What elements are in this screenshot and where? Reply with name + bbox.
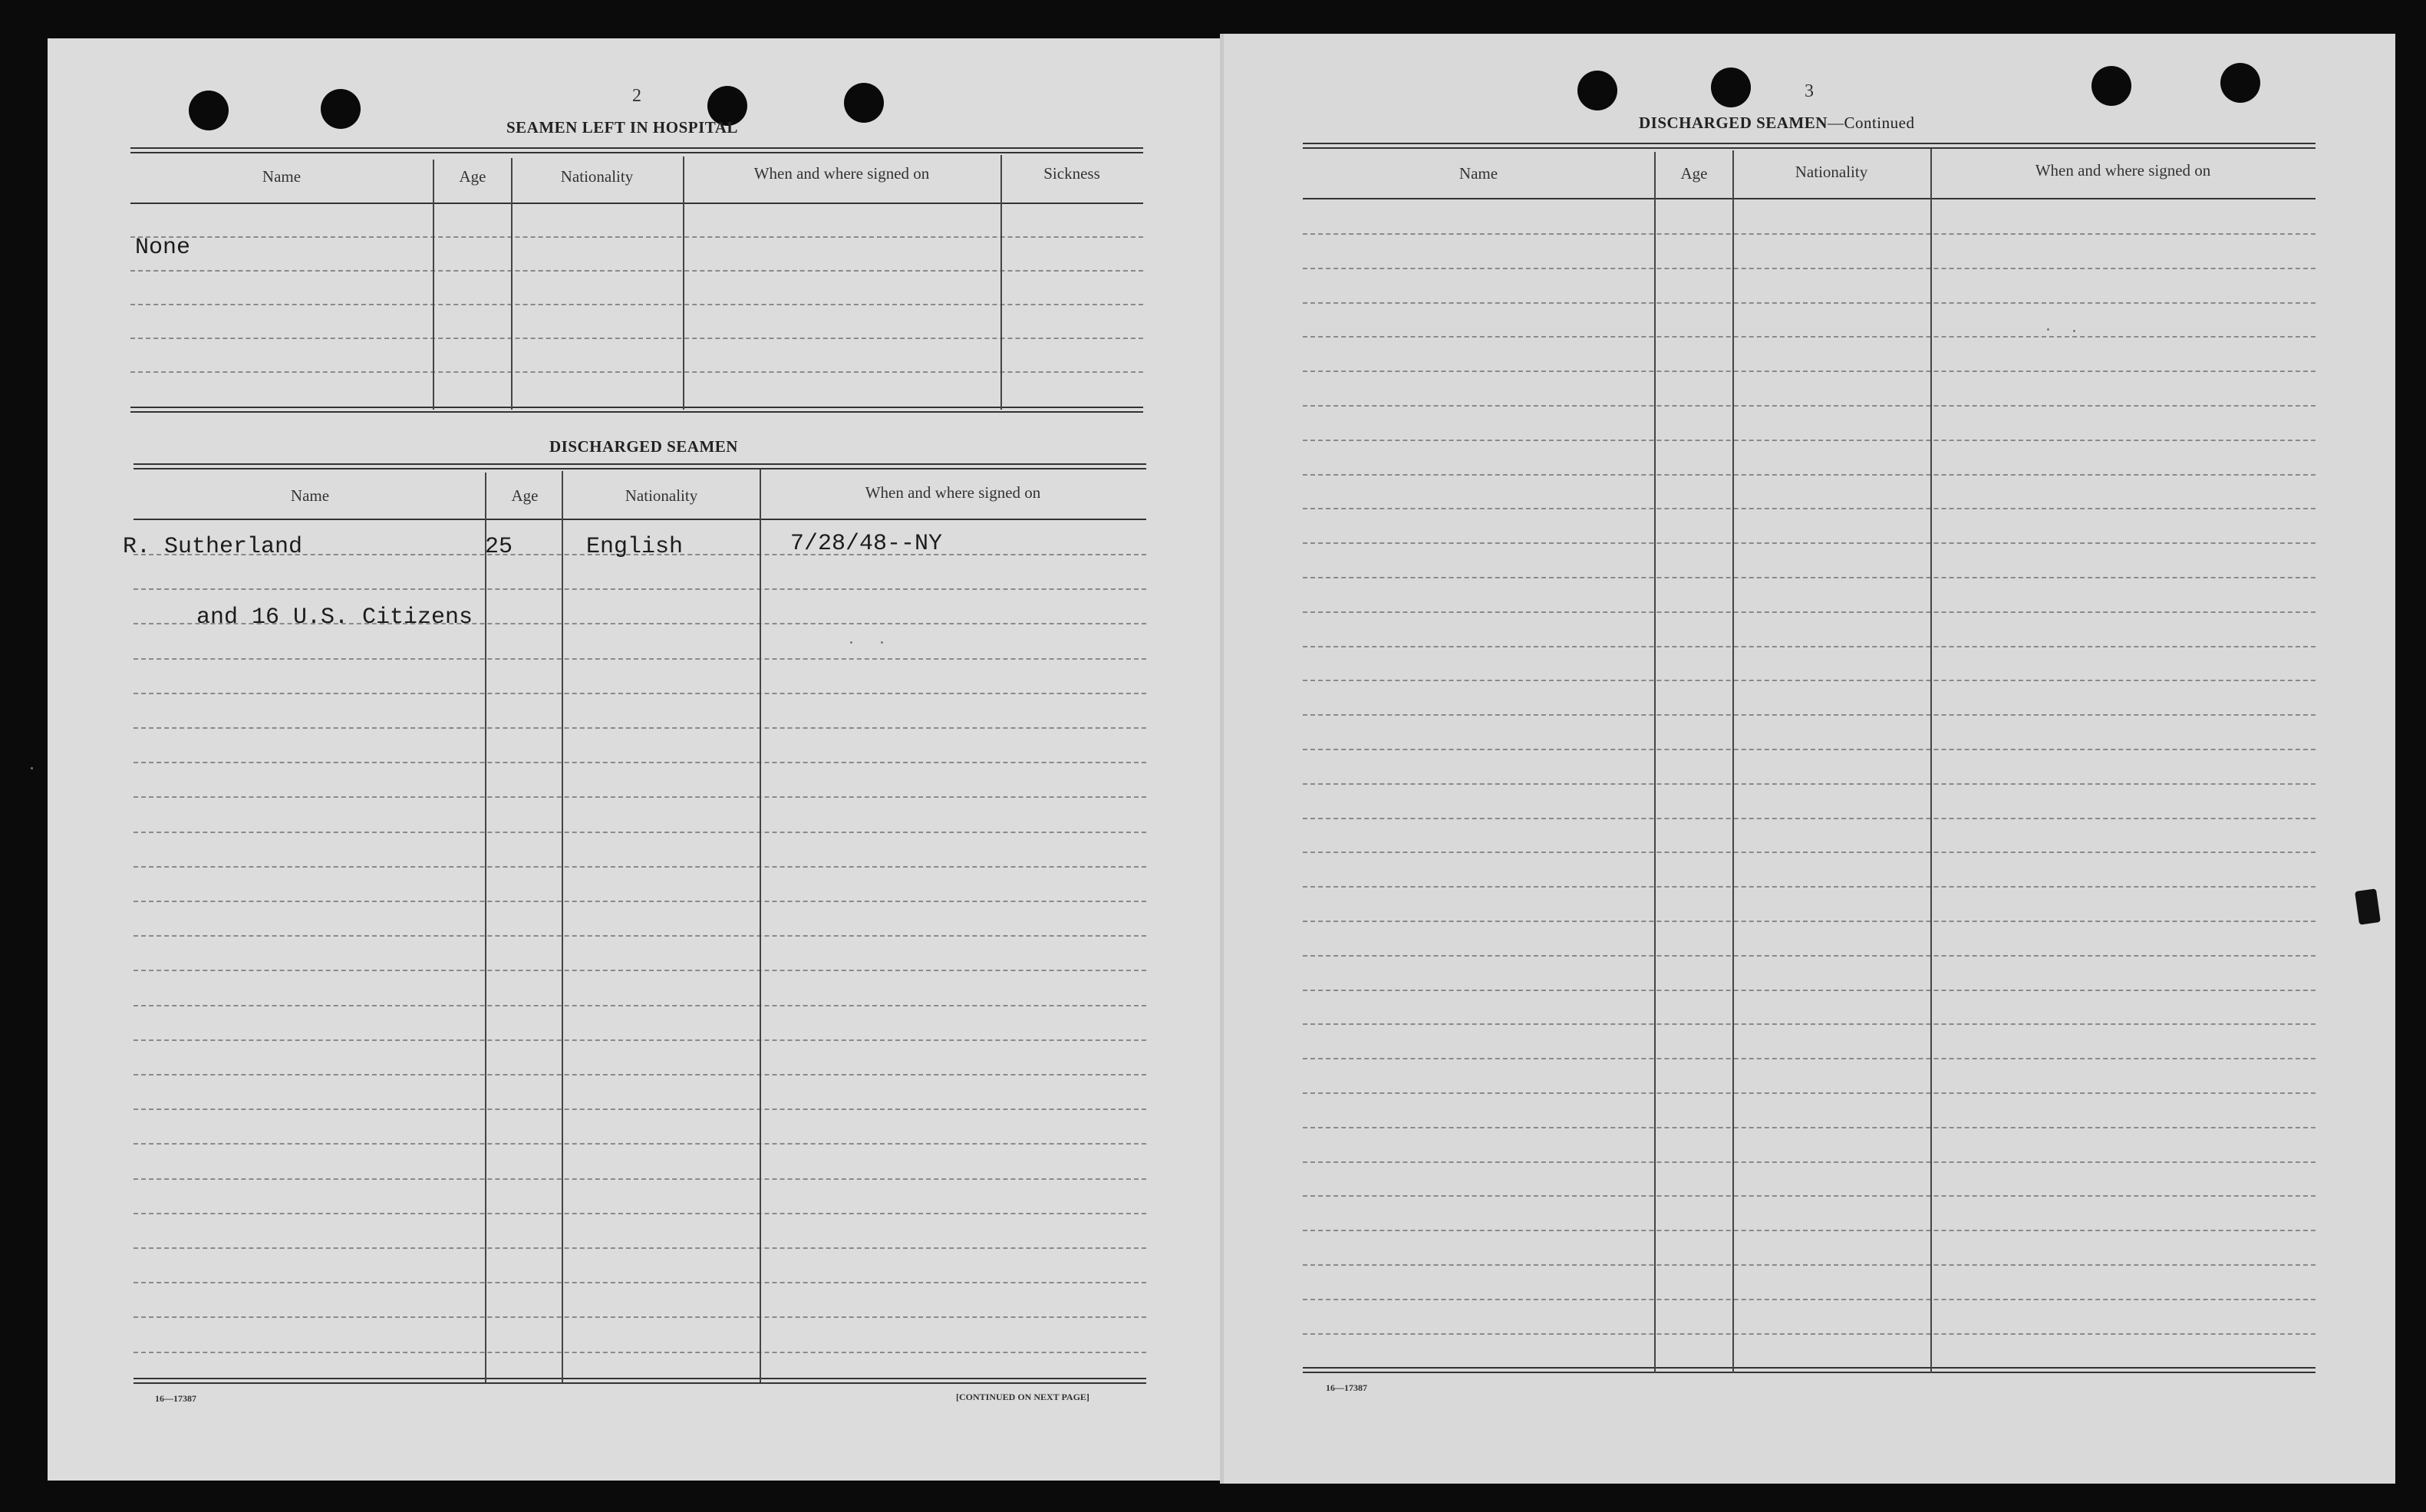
punch-hole xyxy=(1711,68,1751,107)
column-divider xyxy=(1930,149,1932,1373)
column-divider xyxy=(760,469,761,1382)
row-rule xyxy=(1303,990,2316,991)
row-rule xyxy=(1303,818,2316,819)
punch-hole xyxy=(844,83,884,123)
column-divider xyxy=(511,158,513,410)
row-rule xyxy=(133,1352,1146,1353)
row-rule xyxy=(133,658,1146,660)
row-rule xyxy=(1303,611,2316,613)
discharged-heading: DISCHARGED SEAMEN xyxy=(549,437,738,456)
column-header-age: Age xyxy=(459,167,486,186)
row-rule xyxy=(133,1213,1146,1214)
row-rule xyxy=(133,588,1146,590)
column-header-age: Age xyxy=(511,486,539,505)
row-rule xyxy=(1303,680,2316,681)
table-top-rule xyxy=(1303,143,2316,149)
left-page xyxy=(48,38,1223,1481)
row-rule xyxy=(133,1074,1146,1076)
row-rule xyxy=(133,727,1146,729)
speck xyxy=(2073,330,2075,332)
row-rule xyxy=(1303,1161,2316,1163)
table-cell-name: R. Sutherland xyxy=(123,534,303,560)
table-cell-signed-on: 7/28/48--NY xyxy=(790,531,943,557)
row-rule xyxy=(1303,1299,2316,1300)
binder-clip xyxy=(2355,888,2381,924)
column-header-sickness: Sickness xyxy=(1043,164,1100,183)
row-rule xyxy=(1303,1195,2316,1197)
row-rule xyxy=(133,1005,1146,1006)
row-rule xyxy=(133,693,1146,694)
column-divider xyxy=(1000,155,1002,410)
speck xyxy=(850,641,852,644)
right-page xyxy=(1223,34,2395,1484)
page-fold xyxy=(1220,34,1224,1484)
row-rule xyxy=(133,796,1146,798)
header-rule xyxy=(133,519,1146,520)
row-rule xyxy=(1303,233,2316,235)
table-cell-nationality: English xyxy=(586,534,684,560)
column-header-nationality: Nationality xyxy=(625,486,698,505)
column-header-name: Name xyxy=(262,167,302,186)
row-rule xyxy=(133,1039,1146,1041)
speck xyxy=(31,767,33,769)
column-header-name: Name xyxy=(1459,164,1498,183)
table-bottom-rule xyxy=(130,407,1143,413)
form-number: 16—17387 xyxy=(155,1393,196,1404)
row-rule xyxy=(1303,714,2316,716)
page-number: 3 xyxy=(1805,81,1814,101)
row-rule xyxy=(133,1143,1146,1145)
punch-hole xyxy=(2220,63,2260,103)
speck xyxy=(2047,328,2049,331)
row-rule xyxy=(130,304,1143,305)
heading-continued: —Continued xyxy=(1827,114,1915,132)
punch-hole xyxy=(321,89,361,129)
row-rule xyxy=(1303,474,2316,476)
row-rule xyxy=(133,1178,1146,1180)
column-divider xyxy=(433,160,434,410)
row-rule xyxy=(133,1247,1146,1249)
row-rule xyxy=(1303,921,2316,922)
row-rule xyxy=(1303,1092,2316,1094)
row-rule xyxy=(1303,371,2316,372)
punch-hole xyxy=(189,91,229,130)
continued-note: [CONTINUED ON NEXT PAGE] xyxy=(956,1392,1089,1402)
punch-hole xyxy=(2091,66,2131,106)
table-top-rule xyxy=(133,463,1146,469)
row-rule xyxy=(130,236,1143,238)
table-cell-name: and 16 U.S. Citizens xyxy=(196,604,473,631)
row-rule xyxy=(1303,542,2316,544)
page-number: 2 xyxy=(632,86,641,106)
hospital-entry-none: None xyxy=(135,235,191,261)
row-rule xyxy=(1303,1230,2316,1231)
hospital-heading: SEAMEN LEFT IN HOSPITAL xyxy=(506,118,738,137)
header-rule xyxy=(1303,198,2316,199)
row-rule xyxy=(1303,852,2316,853)
row-rule xyxy=(1303,955,2316,957)
row-rule xyxy=(1303,268,2316,269)
row-rule xyxy=(1303,1127,2316,1128)
row-rule xyxy=(1303,577,2316,578)
row-rule xyxy=(1303,405,2316,407)
heading-main: DISCHARGED SEAMEN xyxy=(1639,114,1828,132)
form-number: 16—17387 xyxy=(1326,1382,1367,1393)
row-rule xyxy=(133,901,1146,902)
row-rule xyxy=(133,866,1146,868)
row-rule xyxy=(1303,1023,2316,1025)
row-rule xyxy=(133,1316,1146,1318)
table-bottom-rule xyxy=(133,1378,1146,1384)
column-divider xyxy=(683,156,684,410)
row-rule xyxy=(1303,1333,2316,1335)
column-divider xyxy=(485,473,486,1382)
column-header-nationality: Nationality xyxy=(560,167,634,186)
row-rule xyxy=(1303,336,2316,338)
table-bottom-rule xyxy=(1303,1367,2316,1373)
column-divider xyxy=(562,471,563,1382)
row-rule xyxy=(1303,1058,2316,1059)
column-divider xyxy=(1654,152,1656,1373)
row-rule xyxy=(133,1108,1146,1110)
table-cell-age: 25 xyxy=(485,534,513,560)
column-header-name: Name xyxy=(290,486,330,505)
row-rule xyxy=(133,762,1146,763)
table-top-rule xyxy=(130,147,1143,153)
column-header-age: Age xyxy=(1680,164,1708,183)
row-rule xyxy=(1303,1264,2316,1266)
row-rule xyxy=(1303,749,2316,750)
row-rule xyxy=(133,970,1146,971)
row-rule xyxy=(133,935,1146,937)
row-rule xyxy=(1303,646,2316,647)
column-header-signed-on: When and where signed on xyxy=(865,483,1041,502)
row-rule xyxy=(130,338,1143,339)
punch-hole xyxy=(1577,71,1617,110)
row-rule xyxy=(1303,508,2316,509)
header-rule xyxy=(130,203,1143,204)
row-rule xyxy=(133,832,1146,833)
row-rule xyxy=(130,371,1143,373)
column-header-signed-on: When and where signed on xyxy=(753,164,930,183)
row-rule xyxy=(130,270,1143,272)
row-rule xyxy=(133,1282,1146,1283)
row-rule xyxy=(1303,440,2316,441)
row-rule xyxy=(1303,886,2316,888)
row-rule xyxy=(1303,302,2316,304)
column-header-nationality: Nationality xyxy=(1795,163,1868,181)
row-rule xyxy=(1303,783,2316,785)
column-divider xyxy=(1732,150,1734,1373)
discharged-continued-heading xyxy=(1639,114,1914,133)
column-header-signed-on: When and where signed on xyxy=(2035,161,2211,180)
speck xyxy=(881,641,883,644)
